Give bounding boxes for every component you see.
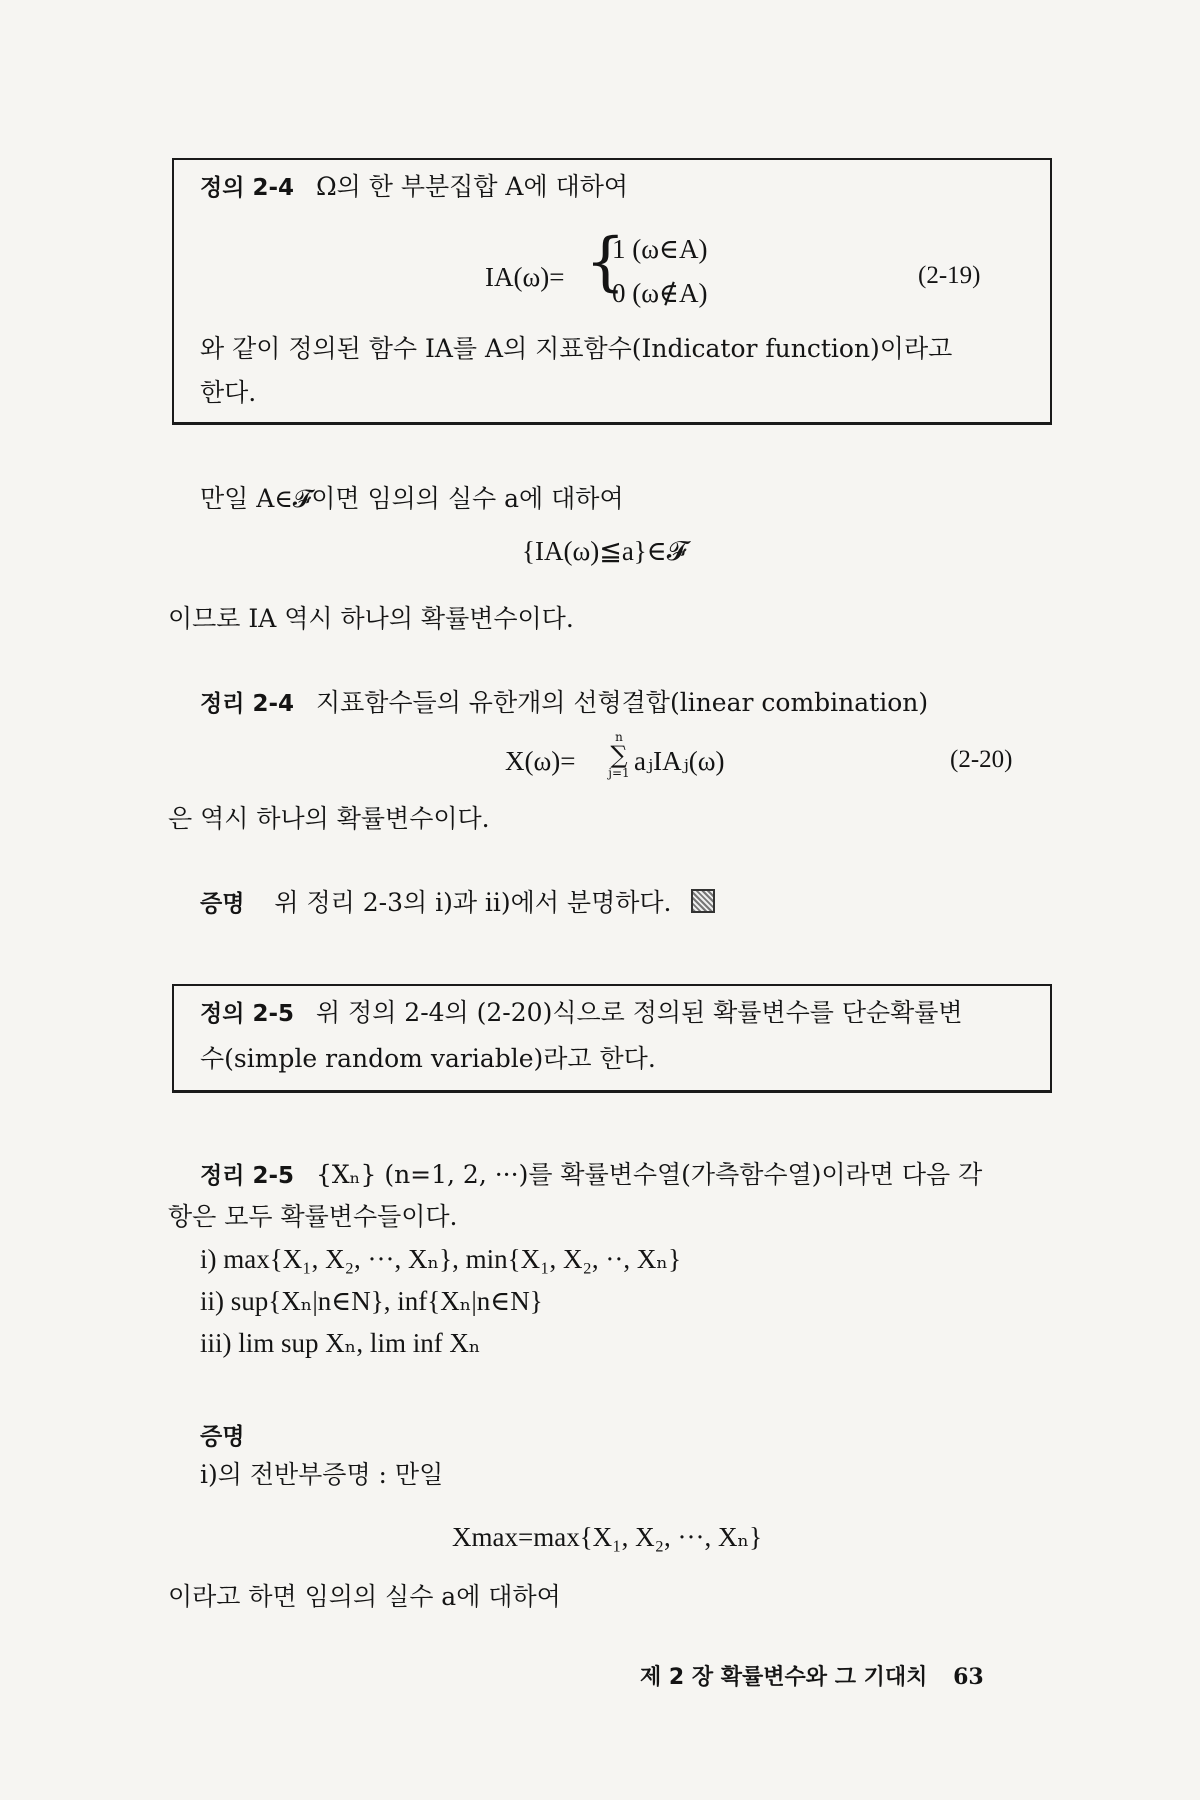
- theorem-label: 정리 2-4: [200, 691, 294, 717]
- left-brace: {: [585, 225, 626, 299]
- sum-lower-limit: j=1: [608, 766, 630, 780]
- definition-label: 정의 2-5: [200, 1001, 294, 1027]
- definition-label: 정의 2-4: [200, 175, 294, 201]
- definition-text-line: 수(simple random variable)라고 한다.: [200, 1044, 656, 1073]
- theorem-item-3: iii) lim sup Xₙ, lim inf Xₙ: [200, 1328, 481, 1358]
- page-number: 63: [953, 1664, 984, 1690]
- indicator-case-0: 0 (ω∉A): [612, 278, 708, 308]
- body-text-line: 이므로 IA 역시 하나의 확률변수이다.: [168, 604, 574, 633]
- theorem-2-4-header: [200, 688, 928, 719]
- proof-1: [200, 888, 715, 919]
- proof-text: 위 정리 2-3의 i)과 ii)에서 분명하다.: [274, 888, 672, 917]
- proof-label: 증명: [200, 1424, 245, 1450]
- definition-2-5-header: [200, 998, 963, 1029]
- theorem-2-5-header: [200, 1160, 982, 1191]
- definition-intro: Ω의 한 부분집합 A에 대하여: [315, 172, 629, 201]
- sum-upper-limit: n: [615, 730, 623, 744]
- indicator-case-1: 1 (ω∈A): [612, 234, 708, 264]
- proof-text-line: i)의 전반부증명 : 만일: [200, 1460, 444, 1489]
- definition-2-4-header: [200, 172, 628, 203]
- xmax-formula: Xmax=max{X₁, X₂, ···, Xₙ}: [452, 1522, 763, 1552]
- sum-symbol: ∑: [610, 741, 628, 769]
- qed-icon: [691, 889, 715, 913]
- equation-number: (2-19): [918, 262, 981, 289]
- theorem-text-line: 은 역시 하나의 확률변수이다.: [168, 804, 490, 833]
- theorem-item-2: ii) sup{Xₙ|n∈N}, inf{Xₙ|n∈N}: [200, 1286, 543, 1316]
- definition-text-line: 한다.: [200, 378, 257, 407]
- theorem-text: 지표함수들의 유한개의 선형결합(linear combination): [315, 688, 929, 717]
- equation-number: (2-20): [950, 746, 1013, 773]
- sum-formula-rhs: aⱼIAⱼ(ω): [634, 746, 725, 776]
- chapter-title: 제 2 장 확률변수와 그 기대치: [640, 1665, 928, 1690]
- theorem-label: 정리 2-5: [200, 1163, 294, 1189]
- proof-label: 증명: [200, 891, 245, 917]
- definition-text-line: 와 같이 정의된 함수 IA를 A의 지표함수(Indicator function)이라고: [200, 334, 953, 363]
- event-formula: {IA(ω)≦a}∈𝓕: [522, 536, 687, 566]
- sum-formula-lhs: X(ω)=: [505, 746, 576, 776]
- body-text-line: 만일 A∈𝓕이면 임의의 실수 a에 대하여: [200, 484, 624, 513]
- summation: [606, 730, 632, 780]
- running-footer: [640, 1660, 984, 1691]
- indicator-lhs: IA(ω)=: [485, 262, 565, 292]
- theorem-item-1: i) max{X₁, X₂, ···, Xₙ}, min{X₁, X₂, ··, Xₙ}: [200, 1244, 682, 1274]
- theorem-text-line: 항은 모두 확률변수들이다.: [168, 1202, 458, 1231]
- definition-text: 위 정의 2-4의 (2-20)식으로 정의된 확률변수를 단순확률변: [315, 998, 963, 1027]
- proof-text-line: 이라고 하면 임의의 실수 a에 대하여: [168, 1582, 561, 1611]
- theorem-text: {Xₙ} (n=1, 2, ···)를 확률변수열(가측함수열)이라면 다음 각: [315, 1160, 983, 1189]
